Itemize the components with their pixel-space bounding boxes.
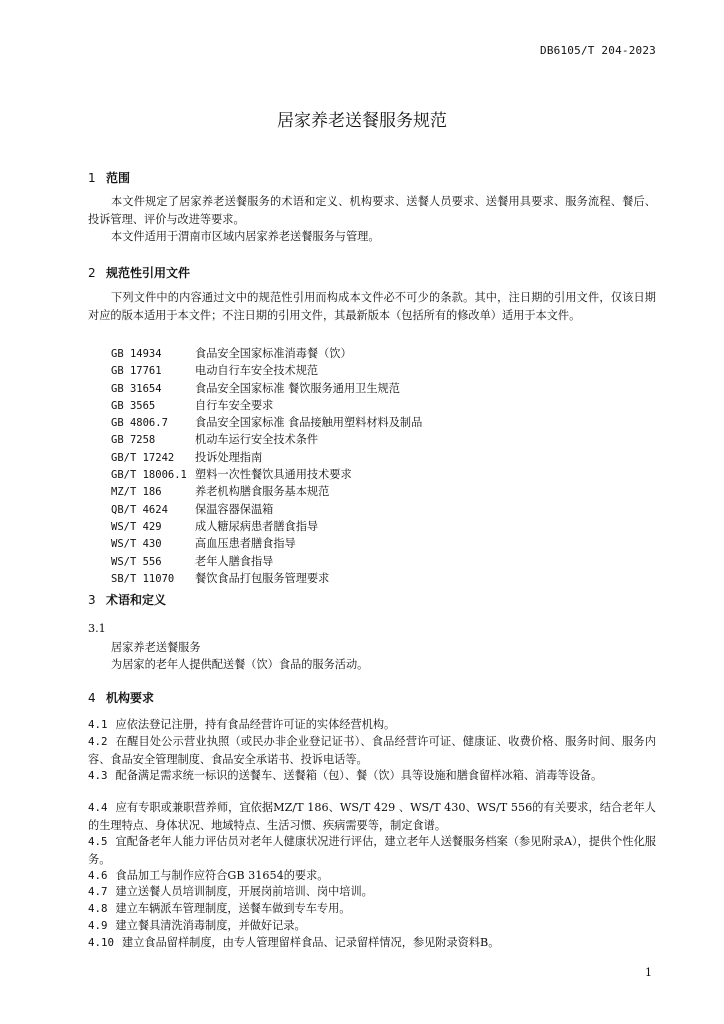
page-number: 1 bbox=[645, 966, 652, 979]
section-heading-normative-references bbox=[88, 264, 190, 281]
clause-4-9 bbox=[88, 917, 656, 935]
reference-list bbox=[111, 345, 422, 587]
reference-code: GB 31654 bbox=[111, 382, 162, 395]
clause-4-8 bbox=[88, 900, 656, 918]
document-title: 居家养老送餐服务规范 bbox=[277, 111, 447, 131]
reference-code: QB/T 4624 bbox=[111, 503, 168, 516]
clause-4-3 bbox=[88, 767, 656, 785]
clause-text: 应有专职或兼职营养师，宜依据MZ/T 186、WS/T 429 、WS/T 430、WS/T 556的有关要求，结合老年人的生理特点、身体状况、地域特点、生活习惯、疾病需要等，制定食谱。 bbox=[88, 801, 656, 832]
clause-number: 4.10 bbox=[88, 936, 115, 949]
scope-paragraph-1: 本文件规定了居家养老送餐服务的术语和定义、机构要求、送餐人员要求、送餐用具要求、服务流程、餐后、投诉管理、评价与改进等要求。 bbox=[88, 195, 656, 226]
reference-code: GB 17761 bbox=[111, 365, 162, 378]
reference-name: 电动自行车安全技术规范 bbox=[195, 364, 319, 378]
clause-number: 4.1 bbox=[88, 718, 108, 731]
scope-paragraph-2: 本文件适用于渭南市区域内居家养老送餐服务与管理。 bbox=[111, 230, 380, 243]
section-heading-org-requirements bbox=[88, 689, 154, 706]
section-heading-terms bbox=[88, 591, 166, 608]
reference-code: WS/T 430 bbox=[111, 538, 162, 551]
reference-item bbox=[111, 414, 422, 431]
clause-4-5 bbox=[88, 833, 656, 868]
reference-name: 保温容器保温箱 bbox=[195, 502, 274, 516]
standard-code: DB6105/T 204-2023 bbox=[540, 44, 656, 57]
reference-name: 成人糖尿病患者膳食指导 bbox=[195, 519, 319, 533]
reference-name: 餐饮食品打包服务管理要求 bbox=[195, 571, 330, 585]
clause-number: 4.9 bbox=[88, 919, 108, 932]
reference-name: 食品安全国家标准 餐饮服务通用卫生规范 bbox=[195, 381, 400, 395]
term-definition: 为居家的老年人提供配送餐（饮）食品的服务活动。 bbox=[111, 658, 369, 671]
clause-text: 配备满足需求统一标识的送餐车、送餐箱（包）、餐（饮）具等设施和膳食留样冰箱、消毒等设备。 bbox=[115, 769, 603, 782]
term-number: 3.1 bbox=[88, 622, 106, 635]
reference-code: GB/T 17242 bbox=[111, 451, 175, 464]
normative-intro-paragraph: 下列文件中的内容通过文中的规范性引用而构成本文件必不可少的条款。其中，注日期的引用文件，仅该日期对应的版本适用于本文件；不注日期的引用文件，其最新版本（包括所有的修改单）适用于本文件。 bbox=[88, 291, 656, 322]
reference-name: 食品安全国家标准 食品接触用塑料材料及制品 bbox=[195, 416, 423, 430]
clause-text: 宜配备老年人能力评估员对老年人健康状况进行评估，建立老年人送餐服务档案（参见附录A），提供个性化服务。 bbox=[88, 835, 656, 866]
reference-name: 食品安全国家标准消毒餐（饮） bbox=[195, 347, 352, 360]
reference-item bbox=[111, 535, 422, 552]
reference-name: 老年人膳食指导 bbox=[195, 554, 274, 568]
reference-code: GB/T 18006.1 bbox=[111, 469, 187, 482]
clause-4-1 bbox=[88, 716, 656, 734]
clause-number: 4.6 bbox=[88, 869, 108, 882]
reference-item bbox=[111, 483, 422, 500]
section-number: 1 bbox=[88, 171, 96, 185]
reference-code: SB/T 11070 bbox=[111, 572, 175, 585]
clause-4-4 bbox=[88, 799, 656, 834]
reference-code: GB 4806.7 bbox=[111, 417, 168, 430]
clause-4-2 bbox=[88, 733, 656, 768]
section-number: 2 bbox=[88, 266, 96, 280]
reference-item bbox=[111, 553, 422, 570]
section-number: 3 bbox=[88, 593, 96, 607]
clause-number: 4.4 bbox=[88, 801, 108, 814]
reference-name: 投诉处理指南 bbox=[195, 450, 263, 464]
clause-text: 建立食品留样制度，由专人管理留样食品、记录留样情况，参见附录资料B。 bbox=[122, 936, 500, 949]
clause-text: 建立送餐人员培训制度，开展岗前培训、岗中培训。 bbox=[115, 885, 373, 898]
clause-text: 建立餐具清洗消毒制度，并做好记录。 bbox=[115, 919, 306, 932]
clause-4-10 bbox=[88, 934, 656, 952]
reference-item bbox=[111, 362, 422, 379]
reference-item bbox=[111, 466, 422, 483]
reference-item bbox=[111, 431, 422, 448]
reference-code: MZ/T 186 bbox=[111, 486, 162, 499]
reference-code: GB 7258 bbox=[111, 434, 156, 447]
clause-number: 4.7 bbox=[88, 885, 108, 898]
clause-4-7 bbox=[88, 883, 656, 901]
reference-name: 养老机构膳食服务基本规范 bbox=[195, 485, 330, 499]
clause-text: 在醒目处公示营业执照（或民办非企业登记证书）、食品经营许可证、健康证、收费价格、服务时间、服务内容、食品安全管理制度、食品安全承诺书、投诉电话等。 bbox=[88, 735, 656, 766]
term-name: 居家养老送餐服务 bbox=[111, 641, 201, 654]
reference-item bbox=[111, 501, 422, 518]
section-title: 范围 bbox=[106, 171, 131, 185]
section-number: 4 bbox=[88, 691, 96, 705]
section-heading-scope bbox=[88, 169, 130, 186]
clause-number: 4.8 bbox=[88, 902, 108, 915]
reference-item bbox=[111, 449, 422, 466]
clause-4-6 bbox=[88, 867, 656, 885]
reference-name: 高血压患者膳食指导 bbox=[195, 537, 296, 551]
clause-number: 4.5 bbox=[88, 835, 108, 848]
reference-item bbox=[111, 397, 422, 414]
reference-item bbox=[111, 380, 422, 397]
reference-name: 塑料一次性餐饮具通用技术要求 bbox=[195, 468, 352, 482]
reference-code: GB 3565 bbox=[111, 399, 156, 412]
section-title: 规范性引用文件 bbox=[106, 266, 191, 280]
reference-code: WS/T 429 bbox=[111, 520, 162, 533]
clause-number: 4.3 bbox=[88, 769, 108, 782]
clause-text: 建立车辆派车管理制度，送餐车做到专车专用。 bbox=[115, 902, 351, 915]
reference-code: GB 14934 bbox=[111, 348, 162, 360]
reference-name: 自行车安全要求 bbox=[195, 398, 274, 412]
clause-text: 应依法登记注册，持有食品经营许可证的实体经营机构。 bbox=[115, 718, 396, 731]
reference-code: WS/T 556 bbox=[111, 555, 162, 568]
reference-item bbox=[111, 518, 422, 535]
clause-number: 4.2 bbox=[88, 735, 108, 748]
reference-name: 机动车运行安全技术条件 bbox=[195, 433, 319, 447]
reference-item bbox=[111, 345, 422, 362]
section-title: 术语和定义 bbox=[106, 593, 167, 607]
section-title: 机构要求 bbox=[106, 691, 155, 705]
clause-text: 食品加工与制作应符合GB 31654的要求。 bbox=[115, 869, 329, 882]
reference-item bbox=[111, 570, 422, 587]
